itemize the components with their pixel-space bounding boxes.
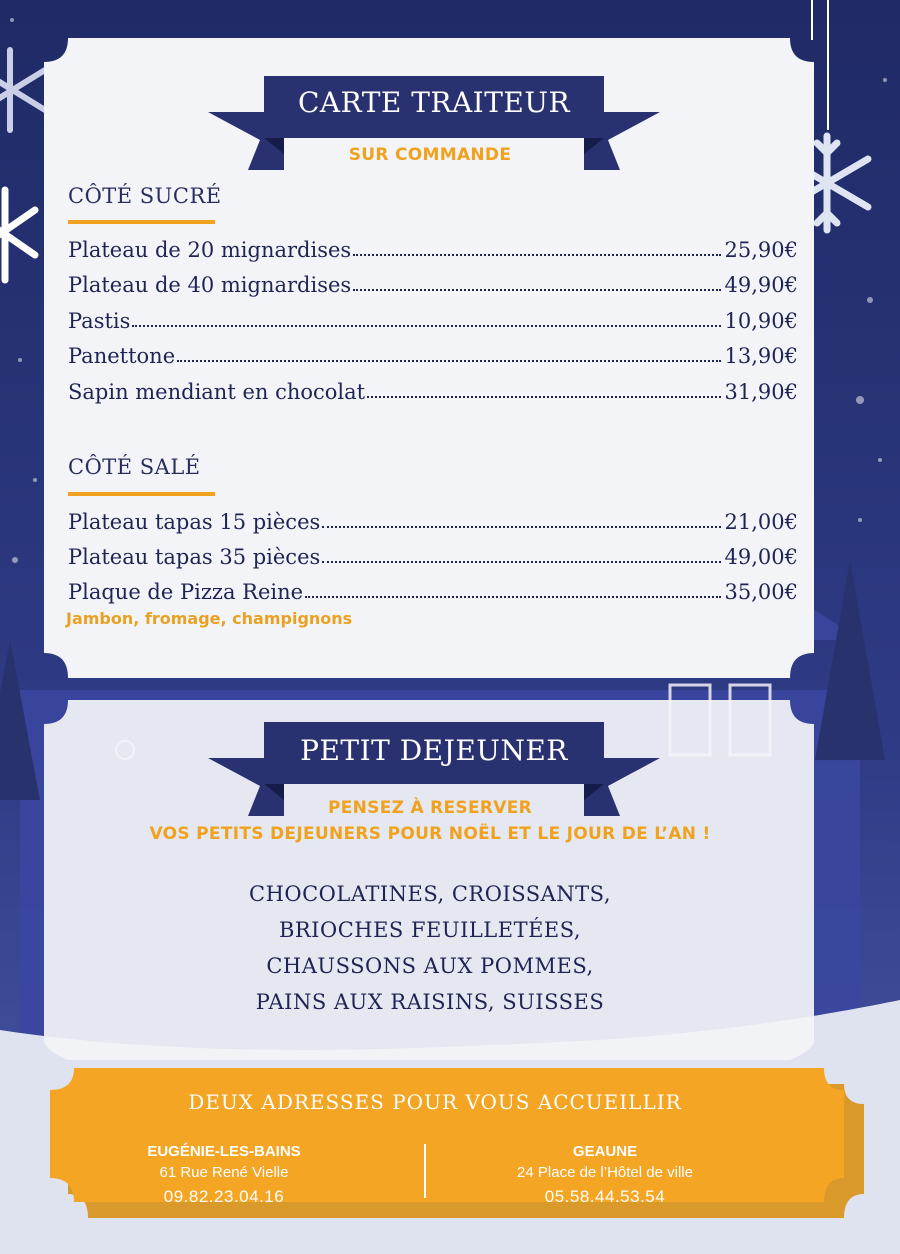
address-phone[interactable]: 09.82.23.04.16 bbox=[163, 1187, 285, 1206]
leader-dots bbox=[322, 561, 720, 563]
traiteur-title: CARTE TRAITEUR bbox=[297, 86, 571, 119]
menu-item bbox=[68, 338, 798, 368]
item-price: 21,00€ bbox=[724, 510, 798, 534]
menu-item bbox=[68, 574, 798, 604]
petit-dejeuner-title: PETIT DEJEUNER bbox=[300, 734, 568, 767]
menu-item bbox=[68, 539, 798, 569]
leader-dots bbox=[305, 596, 720, 598]
address-eugenie bbox=[74, 1143, 374, 1207]
leader-dots bbox=[177, 360, 720, 362]
menu-item bbox=[68, 232, 798, 262]
leader-dots bbox=[353, 254, 720, 256]
item-name: Plateau tapas 35 pièces bbox=[68, 545, 321, 569]
item-name: Plateau de 40 mignardises bbox=[68, 273, 352, 297]
pastry-line: PAINS AUX RAISINS, SUISSES bbox=[255, 990, 605, 1014]
leader-dots bbox=[367, 396, 720, 398]
item-name: Pastis bbox=[68, 309, 131, 333]
address-divider bbox=[424, 1144, 426, 1198]
section-underline bbox=[68, 220, 215, 224]
item-price: 49,90€ bbox=[724, 273, 798, 297]
menu-item bbox=[68, 504, 798, 534]
address-street: 61 Rue René Vielle bbox=[159, 1164, 289, 1181]
item-price: 10,90€ bbox=[724, 309, 798, 333]
address-geaune bbox=[455, 1143, 755, 1207]
traiteur-subtitle: SUR COMMANDE bbox=[348, 145, 512, 165]
leader-dots bbox=[322, 526, 720, 528]
reserve-line-1: PENSEZ À RESERVER bbox=[327, 798, 533, 818]
menu-item bbox=[68, 267, 798, 297]
item-name: Plateau tapas 15 pièces bbox=[68, 510, 321, 534]
menu-item bbox=[68, 374, 798, 404]
item-price: 25,90€ bbox=[724, 238, 798, 262]
pastry-line: CHAUSSONS AUX POMMES, bbox=[266, 954, 594, 978]
address-phone[interactable]: 05.58.44.53.54 bbox=[544, 1187, 666, 1206]
item-price: 31,90€ bbox=[724, 380, 798, 404]
leader-dots bbox=[132, 325, 720, 327]
leader-dots bbox=[353, 289, 720, 291]
item-price: 35,00€ bbox=[724, 580, 798, 604]
pastry-line: BRIOCHES FEUILLETÉES, bbox=[278, 918, 582, 942]
item-name: Panettone bbox=[68, 344, 176, 368]
section-underline bbox=[68, 492, 215, 496]
address-city: GEAUNE bbox=[572, 1143, 638, 1160]
addresses-title: DEUX ADRESSES POUR VOUS ACCUEILLIR bbox=[188, 1090, 682, 1114]
address-street: 24 Place de l’Hôtel de ville bbox=[517, 1164, 693, 1181]
section-title-sucre: CÔTÉ SUCRÉ bbox=[68, 184, 222, 208]
item-name: Plaque de Pizza Reine bbox=[68, 580, 304, 604]
item-name: Sapin mendiant en chocolat bbox=[68, 380, 366, 404]
item-price: 49,00€ bbox=[724, 545, 798, 569]
address-city: EUGÉNIE-LES-BAINS bbox=[147, 1143, 301, 1160]
item-name: Plateau de 20 mignardises bbox=[68, 238, 352, 262]
menu-item bbox=[68, 303, 798, 333]
pizza-note: Jambon, fromage, champignons bbox=[66, 609, 353, 628]
section-title-sale: CÔTÉ SALÉ bbox=[68, 455, 201, 479]
pastry-line: CHOCOLATINES, CROISSANTS, bbox=[249, 882, 611, 906]
item-price: 13,90€ bbox=[724, 344, 798, 368]
reserve-line-2: VOS PETITS DEJEUNERS POUR NOËL ET LE JOUR DE L’AN ! bbox=[149, 824, 711, 844]
snowflake-icon bbox=[0, 180, 40, 290]
